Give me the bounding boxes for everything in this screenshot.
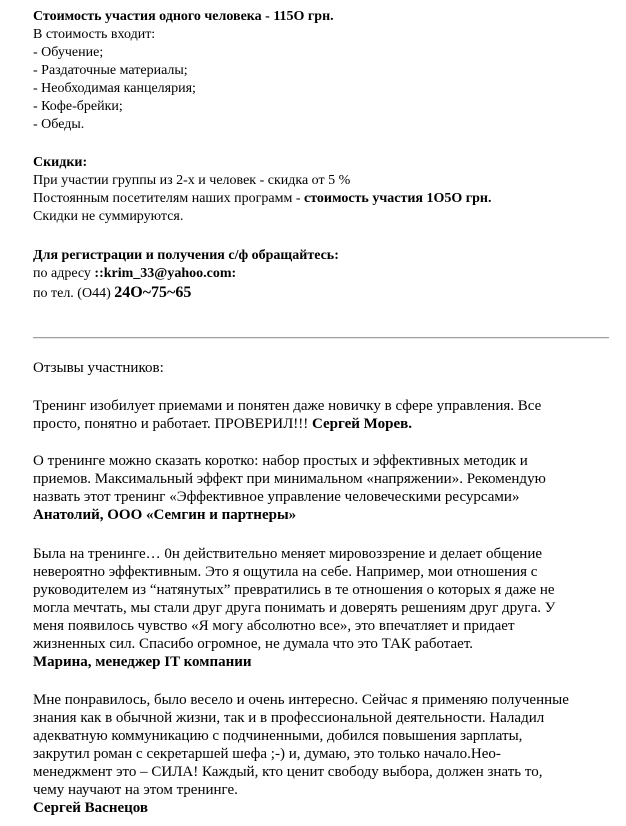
review-text: назвать этот тренинг «Эффективное управление человеческими ресурсами» [33,489,520,505]
review-text: чему научают на этом тренинге. [33,782,238,798]
section-divider [33,337,609,339]
discount-note: Скидки не суммируются. [33,209,184,224]
review-text: руководителем из “натянутых” превратились в те отношения о которых я даже не [33,582,555,598]
review-text: приемов. Максимальный эффект при минимальном «напряжении». Рекомендую [33,471,546,487]
include-item: - Кофе-брейки; [33,99,123,114]
phone-number: 24О~75~65 [114,284,192,301]
email-link[interactable]: ::krim_33@yahoo.com: [94,266,237,281]
include-item: - Обучение; [33,45,104,60]
registration-address [33,265,618,283]
discounts-section [33,154,618,226]
registration-section [33,247,618,304]
review-text: Тренинг изобилует приемами и понятен даже новичку в сфере управления. Все [33,398,542,414]
review-text: Мне понравилось, было весело и очень интересно. Сейчас я применяю полученные [33,692,569,708]
review-text: жизненных сил. Спасибо огромное, не думала что это ТАК работает. [33,636,474,652]
review-2 [33,452,618,524]
discount-regular-text: Постоянным посетителям наших программ - [33,191,305,206]
review-text: невероятно эффективным. Это я ощутила на себе. Например, мои отношения с [33,564,538,580]
review-text: закрутил роман с секретаршей шефа ;-) и, думаю, это только начало.Нео- [33,746,501,762]
discount-group: При участии группы из 2-х и человек - скидка от 5 % [33,173,351,188]
review-author: Анатолий, ООО «Семгин и партнеры» [33,507,297,523]
review-author: Сергей Васнецов [33,800,149,816]
discounts-heading: Скидки: [33,155,88,170]
review-text: знания как в обычной жизни, так и в профессиональной деятельности. Наладил [33,710,545,726]
registration-phone [33,283,618,304]
review-3 [33,545,618,671]
discount-regular [33,190,618,208]
review-text: О тренинге можно сказать коротко: набор простых и эффективных методик и [33,453,528,469]
discount-regular-price: стоимость участия 1О5О грн. [304,191,492,206]
address-label: по адресу [33,266,95,281]
review-text: меня появилось чувство «Я могу абсолютно все», это впечатляет и придает [33,618,515,634]
review-author: Сергей Морев. [312,416,412,432]
review-author: Марина, менеджер IT компании [33,654,252,670]
include-item: - Обеды. [33,117,85,132]
review-4 [33,691,618,817]
phone-label: по тел. (О44) [33,286,115,301]
includes-label: В стоимость входит: [33,27,156,42]
registration-heading: Для регистрации и получения с/ф обращайтесь: [33,248,339,263]
price-section [33,8,618,134]
reviews-title: Отзывы участников: [33,360,164,376]
review-1 [33,397,618,433]
review-text: менеджмент это – СИЛА! Каждый, кто ценит свободу выбора, должен знать то, [33,764,543,780]
review-text: Была на тренинге… 0н действительно меняет мировоззрение и делает общение [33,546,543,562]
include-item: - Раздаточные материалы; [33,63,188,78]
price-heading: Стоимость участия одного человека - 115О грн. [33,9,334,24]
review-text: могла мечтать, мы стали друг друга понимать и доверять решениям друг друга. У [33,600,556,616]
include-item: - Необходимая канцелярия; [33,81,196,96]
review-text: адекватную коммуникацию с подчиненными, добился повышения зарплаты, [33,728,523,744]
review-text [33,415,618,433]
review-text: просто, понятно и работает. ПРОВЕРИЛ!!! [33,416,312,432]
